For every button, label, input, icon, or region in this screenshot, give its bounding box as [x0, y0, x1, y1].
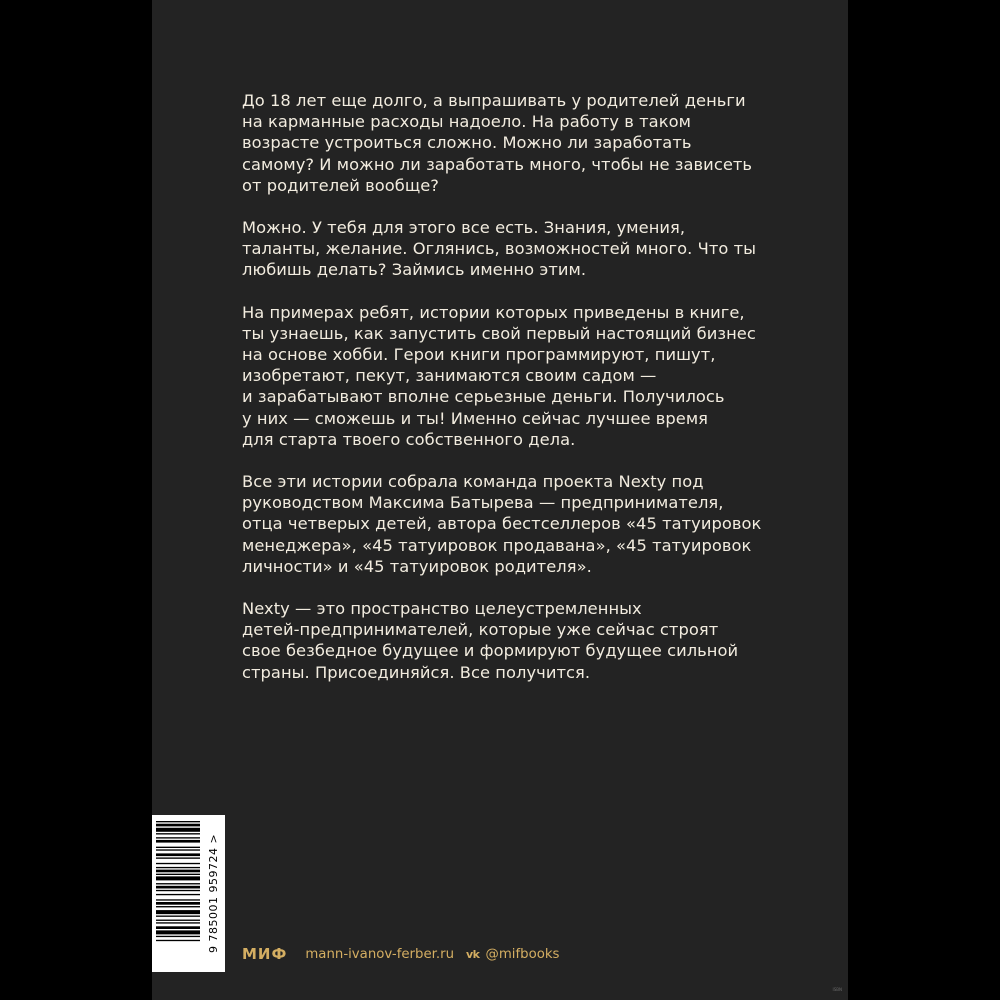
back-cover — [152, 0, 848, 1000]
text-line: Nexty — это пространство целеустремленных — [242, 599, 642, 619]
text-line: Все эти истории собрала команда проекта Nexty под — [242, 472, 704, 492]
barcode-bars — [152, 815, 204, 972]
text-line: До 18 лет еще долго, а выпрашивать у родителей деньги — [242, 91, 746, 110]
publisher-logo: МИФ — [242, 945, 288, 963]
text-line: руководством Максима Батырева — предпринимателя, — [242, 493, 724, 513]
barcode-bar — [156, 847, 200, 848]
text-line: страны. Присоединяйся. Все получится. — [242, 662, 591, 682]
text-line: от родителей вообще? — [242, 175, 439, 195]
text-line: любишь делать? Займись именно этим. — [242, 260, 587, 280]
text-line: и зарабатывают вполне серьезные деньги. Получилось — [242, 387, 725, 407]
barcode-bar — [156, 930, 200, 934]
barcode-bar — [156, 828, 200, 832]
barcode-bar — [156, 906, 200, 907]
paragraph-3 — [242, 302, 762, 450]
paragraph-2 — [242, 217, 762, 281]
text-line: таланты, желание. Оглянись, возможностей много. Что ты — [242, 239, 757, 259]
barcode-bar — [156, 876, 200, 880]
barcode-bar — [156, 857, 200, 858]
cover-blurb — [242, 90, 762, 704]
text-line: у них — сможешь и ты! Именно сейчас лучшее время — [242, 408, 709, 428]
website-link[interactable]: mann-ivanov-ferber.ru — [305, 946, 455, 962]
text-line: ты узнаешь, как запустить свой первый настоящий бизнес — [242, 323, 756, 343]
cover-footer — [242, 942, 559, 966]
barcode-bar — [156, 899, 200, 900]
barcode-bar — [156, 849, 200, 850]
barcode-bar — [156, 883, 200, 884]
barcode-bar — [156, 902, 200, 905]
paragraph-1 — [242, 90, 762, 196]
barcode-bar — [156, 870, 200, 873]
text-line: На примерах ребят, истории которых приведены в книге, — [242, 302, 745, 322]
text-line: самому? И можно ли заработать много, чтобы не зависеть — [242, 154, 753, 174]
text-line: личности» и «45 татуировок родителя». — [242, 556, 592, 576]
barcode-bar — [156, 940, 200, 941]
paragraph-4 — [242, 471, 762, 577]
barcode-bar — [156, 910, 200, 914]
isbn-digits: 9 785001 959724 > — [207, 833, 220, 954]
barcode-bar — [156, 821, 200, 822]
text-line: детей-предпринимателей, которые уже сейчас строят — [242, 620, 719, 640]
barcode-bar — [156, 922, 200, 923]
social-handle[interactable]: @mifbooks — [485, 946, 560, 962]
barcode-bar — [156, 894, 200, 895]
fine-print-code: ISBN — [832, 987, 842, 992]
vk-icon[interactable]: vk — [466, 947, 480, 961]
barcode-bar — [156, 824, 200, 827]
text-line: Можно. У тебя для этого все есть. Знания, умения, — [242, 218, 686, 238]
text-line: отца четверых детей, автора бестселлеров «45 татуировок — [242, 514, 762, 534]
isbn-barcode — [152, 815, 225, 972]
text-line: на основе хобби. Герои книги программируют, пишут, — [242, 345, 716, 365]
text-line: на карманные расходы надоело. На работу в таком — [242, 112, 691, 132]
barcode-bar — [156, 936, 200, 937]
barcode-bar — [156, 874, 200, 875]
barcode-bar — [156, 916, 200, 917]
barcode-bar — [156, 886, 200, 889]
barcode-bar — [156, 890, 200, 891]
text-line: изобретают, пекут, занимаются своим садом — — [242, 366, 657, 386]
barcode-bar — [156, 840, 200, 843]
barcode-bar — [156, 926, 200, 929]
text-line: для старта твоего собственного дела. — [242, 429, 576, 449]
barcode-bar — [156, 863, 200, 864]
barcode-bar — [156, 837, 200, 838]
barcode-bar — [156, 920, 200, 921]
paragraph-5 — [242, 598, 762, 683]
barcode-bar — [156, 833, 200, 834]
text-line: свое безбедное будущее и формируют будущее сильной — [242, 641, 739, 661]
barcode-bar — [156, 867, 200, 868]
text-line: возрасте устроиться сложно. Можно ли заработать — [242, 133, 692, 153]
barcode-bar — [156, 853, 200, 856]
text-line: менеджера», «45 татуировок продавана», «45 татуировок — [242, 535, 752, 555]
